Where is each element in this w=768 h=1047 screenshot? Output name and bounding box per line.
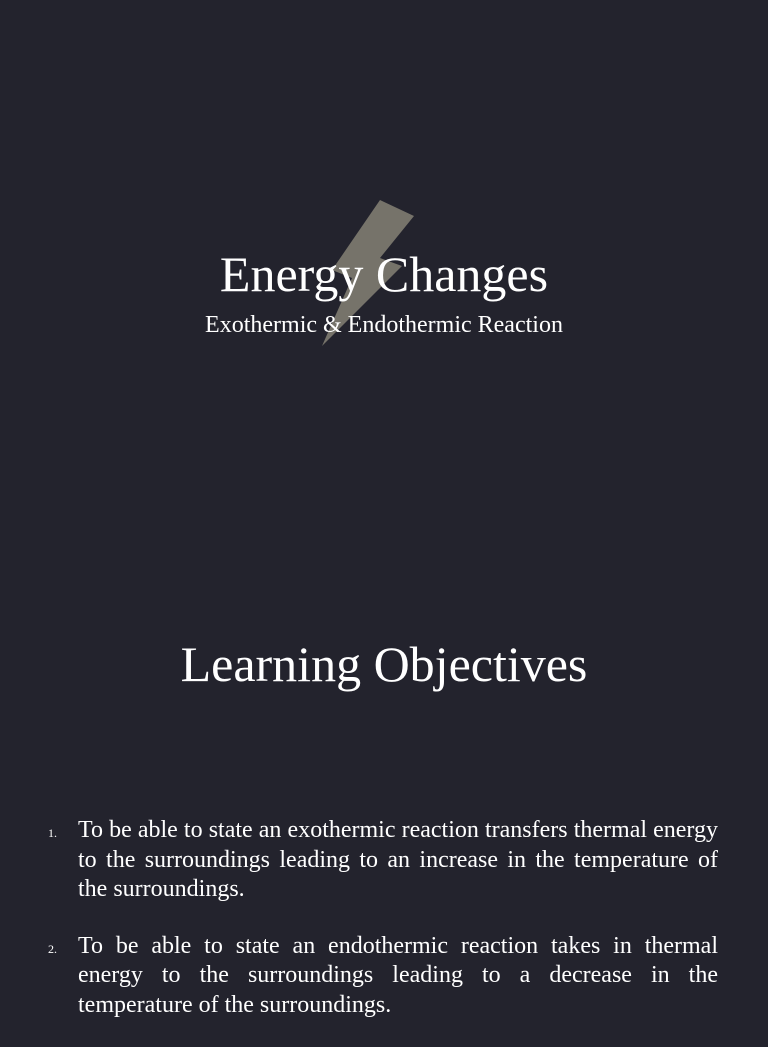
objectives-list (48, 816, 718, 1047)
title-slide (0, 0, 768, 512)
objectives-slide (0, 512, 768, 1024)
objective-item (48, 932, 718, 1021)
objective-number: 1. (48, 826, 57, 840)
objective-text: To be able to state an endothermic reaction takes in thermal energy to the surroundings leading to a decrease in the temperature of the surroundings. (78, 932, 718, 1018)
objective-item (48, 816, 718, 905)
objective-number: 2. (48, 941, 57, 956)
objective-text: To be able to state an exothermic reaction transfers thermal energy to the surroundings leading to an increase in the temperature of the surroundings. (78, 817, 718, 902)
slide-subtitle: Exothermic & Endothermic Reaction (205, 312, 563, 338)
slide-title: Energy Changes (219, 246, 549, 302)
objectives-heading: Learning Objectives (180, 636, 588, 692)
